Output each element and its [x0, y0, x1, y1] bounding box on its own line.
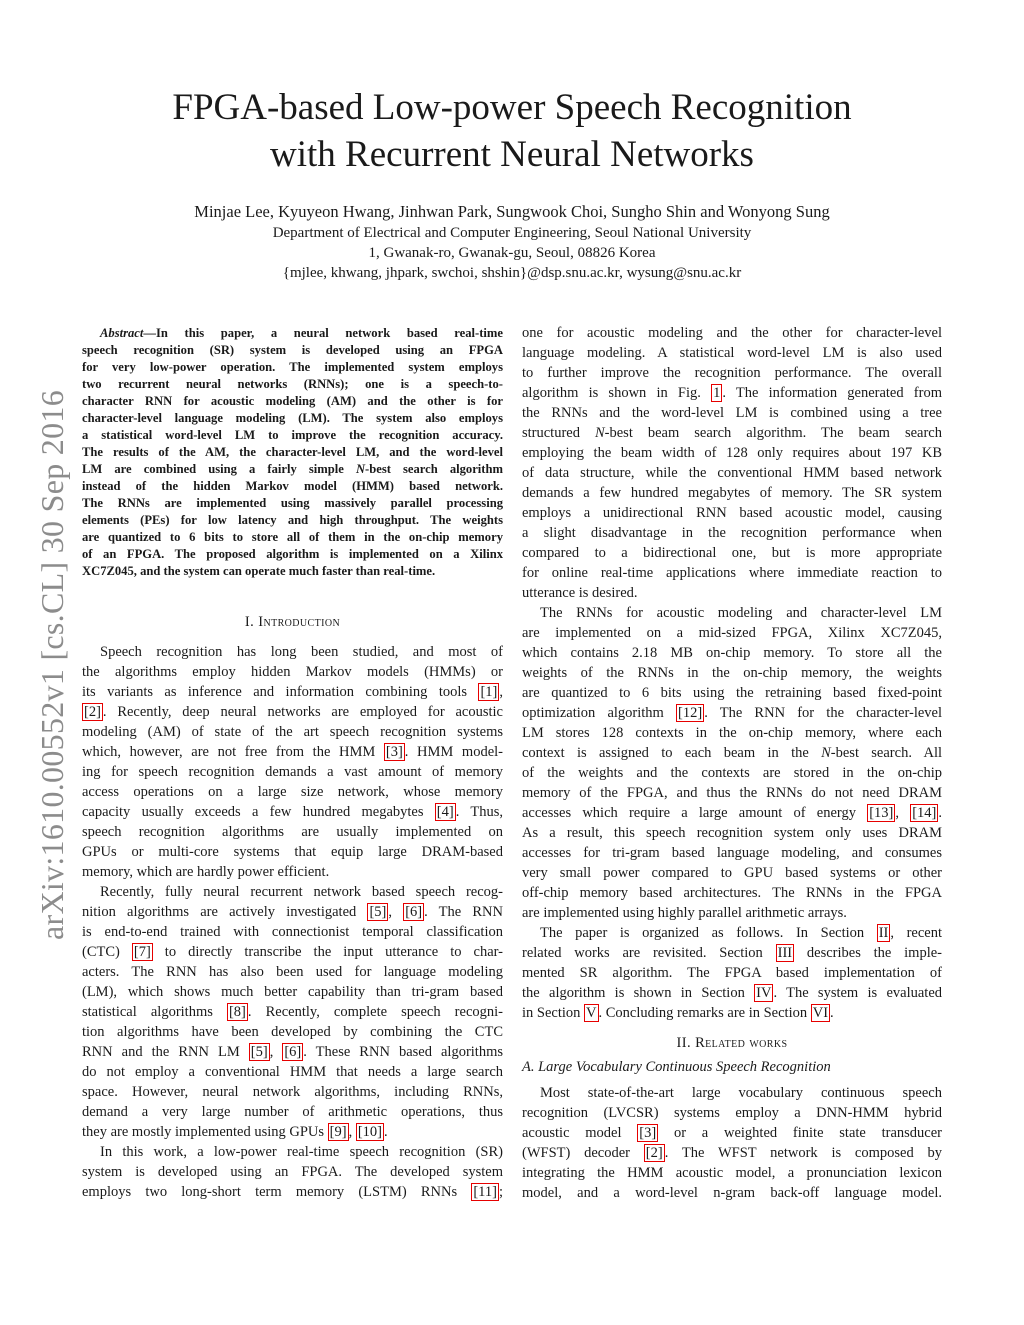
body-line: one for acoustic modeling and the other for character-level	[522, 325, 942, 341]
citation-link[interactable]: [3]	[639, 1125, 657, 1141]
body-line: Speech recognition has long been studied, and most of	[100, 644, 503, 660]
section-link[interactable]: V	[586, 1005, 597, 1021]
body-line: acoustic model [3] or a weighted finite state transducer	[522, 1125, 942, 1141]
citation-link[interactable]: [4]	[436, 804, 454, 820]
figure-link[interactable]: 1	[713, 385, 721, 401]
abstract-line: character RNN for acoustic modeling (AM) and the other is for	[82, 394, 503, 408]
body-line: acters. The RNN has also been used for language modeling	[82, 964, 503, 980]
body-line: (WFST) decoder [2] . The WFST network is composed by	[522, 1145, 942, 1161]
abstract-line: LM are combined using a fairly simple N-best search algorithm	[82, 462, 503, 476]
body-line: employs a unidirectional RNN based acoustic model, causing	[522, 505, 942, 521]
citation-link[interactable]: [10]	[357, 1124, 383, 1140]
body-line: As a result, this speech recognition system only uses DRAM	[522, 825, 942, 841]
body-line: the algorithm is shown in Section IV . The system is evaluated	[522, 985, 943, 1001]
affiliation-department: Department of Electrical and Computer Engineering, Seoul National University	[272, 225, 752, 241]
body-line: [2] . Recently, deep neural networks are employed for acoustic	[84, 704, 503, 720]
citation-link[interactable]: [3]	[385, 744, 403, 760]
body-line: are implemented using highly parallel arithmetic arrays.	[522, 905, 847, 921]
author-list: Minjae Lee, Kyuyeon Hwang, Jinhwan Park, Sungwook Choi, Sungho Shin and Wonyong Sung	[194, 202, 830, 221]
body-line: GPUs or multi-core systems that equip large DRAM-based	[82, 844, 503, 860]
body-line: compared to a bidirectional one, but is more appropriate	[522, 545, 942, 561]
body-line: accesses for tri-gram based language modeling, and consumes	[522, 845, 942, 861]
body-line: which, however, are not free from the HMM [3] . HMM model-	[82, 744, 503, 760]
body-line: employing the beam width of 128 only requires about 197 KB	[522, 445, 942, 461]
body-line: The RNNs for acoustic modeling and character-level LM	[540, 605, 942, 621]
body-line: language modeling. A statistical word-level LM is also used	[522, 345, 942, 361]
body-line: Recently, fully neural recurrent network based speech recog-	[100, 884, 503, 900]
subsection-heading-lvcsr: A. Large Vocabulary Continuous Speech Recognition	[522, 1059, 831, 1075]
abstract-line: The results of the AM, the character-level LM, and the word-level	[82, 445, 503, 459]
body-line: In this work, a low-power real-time speech recognition (SR)	[100, 1144, 503, 1160]
body-line: in Section V . Concluding remarks are in Section VI .	[522, 1005, 834, 1021]
section-link[interactable]: II	[878, 925, 889, 941]
citation-link[interactable]: [8]	[228, 1004, 246, 1020]
body-line: its variants as inference and information combining tools [1] ,	[82, 684, 503, 700]
body-line: (CTC) [7] to directly transcribe the input utterance to char-	[82, 944, 503, 960]
body-line: demand a very large number of arithmetic operations, thus	[82, 1104, 503, 1120]
body-line: for online real-time applications where immediate reaction to	[522, 565, 942, 581]
body-line: LM stores 128 contexts in the on-chip memory, where each	[522, 725, 942, 741]
body-line: the algorithms employ hidden Markov models (HMMs) or	[82, 664, 503, 680]
citation-link[interactable]: [7]	[133, 944, 151, 960]
body-line: accesses which require a large amount of energy [13] , [14] .	[522, 805, 943, 821]
body-line: system is developed using an FPGA. The developed system	[82, 1164, 503, 1180]
abstract-line: for very low-power operation. The implemented system employs	[82, 360, 503, 374]
body-line: Most state-of-the-art large vocabulary continuous speech	[540, 1085, 942, 1101]
body-line: to further improve the recognition performance. The overall	[522, 365, 942, 381]
body-line: employs two long-short term memory (LSTM) RNNs [11] ;	[82, 1184, 503, 1200]
body-line: of data structure, while the conventional HMM based network	[522, 465, 942, 481]
body-line: a slight disadvantage in the recognition performance when	[522, 525, 942, 541]
citation-link[interactable]: [14]	[912, 805, 937, 821]
body-line: are implemented on a mid-sized FPGA, Xilinx XC7Z045,	[522, 625, 942, 641]
section-link[interactable]: IV	[756, 985, 772, 1001]
author-emails: {mjlee, khwang, jhpark, swchoi, shshin}@dsp.snu.ac.kr, wysung@snu.ac.kr	[282, 265, 742, 281]
body-line: off-chip memory based architectures. The RNNs in the FPGA	[522, 885, 942, 901]
citation-link[interactable]: [6]	[284, 1044, 302, 1060]
abstract-line: elements (PEs) for low latency and high throughput. The weights	[82, 513, 503, 527]
section-link[interactable]: VI	[812, 1005, 829, 1021]
section-link[interactable]: III	[777, 945, 793, 961]
body-line: integrating the HMM acoustic model, a pronunciation lexicon	[522, 1165, 942, 1181]
citation-link[interactable]: [2]	[84, 704, 101, 720]
body-line: demands a few hundred megabytes of memory. The SR system	[522, 485, 942, 501]
body-line: weights of the RNNs in the on-chip memory, the weights	[522, 665, 942, 681]
citation-link[interactable]: [11]	[473, 1184, 497, 1200]
body-line: the RNNs and the word-level LM is combined using a tree	[522, 405, 942, 421]
citation-link[interactable]: [9]	[329, 1124, 347, 1140]
body-line: space. However, neural network algorithms, including RNNs,	[82, 1084, 503, 1100]
citation-link[interactable]: [5]	[250, 1044, 268, 1060]
body-line: very small power compared to GPU based systems or other	[522, 865, 942, 881]
body-line: recognition (LVCSR) systems employ a DNN-HMM hybrid	[522, 1105, 942, 1121]
body-line: access operations on a large size network, whose memory	[82, 784, 503, 800]
paper-title-line-1: FPGA-based Low-power Speech Recognition	[172, 87, 852, 128]
affiliation-address: 1, Gwanak-ro, Gwanak-gu, Seoul, 08826 Korea	[368, 245, 656, 261]
body-line: algorithm is shown in Fig. 1 . The information generated from	[522, 385, 942, 401]
abstract-line: of an FPGA. The proposed algorithm is implemented on a Xilinx	[82, 547, 503, 561]
body-line: are quantized to 6 bits using the retraining based fixed-point	[522, 685, 942, 701]
body-line: optimization algorithm [12] . The RNN for the character-level	[522, 705, 942, 721]
body-line: related works are revisited. Section III describes the imple-	[522, 945, 943, 961]
abstract-line: character-level language modeling (LM). The system also employs	[82, 411, 503, 425]
abstract-line: XC7Z045, and the system can operate much faster than real-time.	[82, 564, 436, 578]
section-heading-introduction: I. Introduction	[244, 614, 341, 630]
abstract-line: instead of the hidden Markov model (HMM) based network.	[82, 479, 503, 493]
citation-link[interactable]: [6]	[405, 904, 423, 920]
body-line: utterance is desired.	[522, 585, 638, 601]
body-line: do not employ a conventional HMM that needs a large search	[82, 1064, 503, 1080]
body-line: ing for speech recognition demands a vast amount of memory	[82, 764, 503, 780]
body-line: context is assigned to each beam in the N-best search. All	[522, 745, 942, 761]
body-line: mented SR algorithm. The FPGA based implementation of	[522, 965, 942, 981]
abstract-line: speech recognition (SR) system is developed using an FPGA	[82, 343, 503, 357]
section-heading-related-works: II. Related works	[676, 1035, 788, 1051]
citation-link[interactable]: [5]	[369, 904, 387, 920]
arxiv-stamp: arXiv:1610.00552v1 [cs.CL] 30 Sep 2016	[34, 389, 70, 940]
abstract-line: Abstract—In this paper, a neural network based real-time	[100, 326, 503, 340]
citation-link[interactable]: [12]	[678, 705, 703, 721]
abstract-label: Abstract	[100, 326, 144, 340]
body-line: structured N-best beam search algorithm. The beam search	[522, 425, 942, 441]
body-line: nition algorithms are actively investigated [5] , [6] . The RNN	[82, 904, 504, 920]
body-line: RNN and the RNN LM [5] , [6] . These RNN based algorithms	[82, 1044, 504, 1060]
body-line: is end-to-end trained with connectionist temporal classification	[82, 924, 503, 940]
citation-link[interactable]: [1]	[480, 684, 498, 700]
abstract-line: a statistical word-level LM to improve the recognition accuracy.	[82, 428, 503, 442]
body-line: they are mostly implemented using GPUs [9] , [10] .	[82, 1124, 388, 1140]
body-line: capacity usually exceeds a few hundred megabytes [4] . Thus,	[82, 804, 503, 820]
body-line: memory, which are hardly power efficient.	[82, 864, 330, 880]
abstract-line: The RNNs are implemented using massively parallel processing	[82, 496, 503, 510]
body-line: memory of the FPGA, and thus the RNNs do not need DRAM	[522, 785, 942, 801]
body-line: The paper is organized as follows. In Section II , recent	[540, 925, 943, 941]
body-line: modeling (AM) of state of the art speech recognition systems	[82, 724, 503, 740]
abstract-line: are quantized to 6 bits to store all of them in the on-chip memory	[82, 530, 503, 544]
body-line: (LM), which shows much better capability than tri-gram based	[82, 984, 503, 1000]
body-line: model, and a word-level n-gram back-off language model.	[522, 1185, 942, 1201]
body-line: speech recognition algorithms are usually implemented on	[82, 824, 503, 840]
body-line: which contains 2.18 MB on-chip memory. To store all the	[522, 645, 942, 661]
abstract-line: two recurrent neural networks (RNNs); one is a speech-to-	[82, 377, 503, 391]
citation-link[interactable]: [13]	[869, 805, 894, 821]
paper-title-line-2: with Recurrent Neural Networks	[270, 134, 754, 175]
body-line: tion algorithms have been developed by combining the CTC	[82, 1024, 503, 1040]
body-line: of the weights and the contexts are stored in the on-chip	[522, 765, 942, 781]
citation-link[interactable]: [2]	[645, 1145, 663, 1161]
body-line: statistical algorithms [8] . Recently, complete speech recogni-	[82, 1004, 503, 1020]
